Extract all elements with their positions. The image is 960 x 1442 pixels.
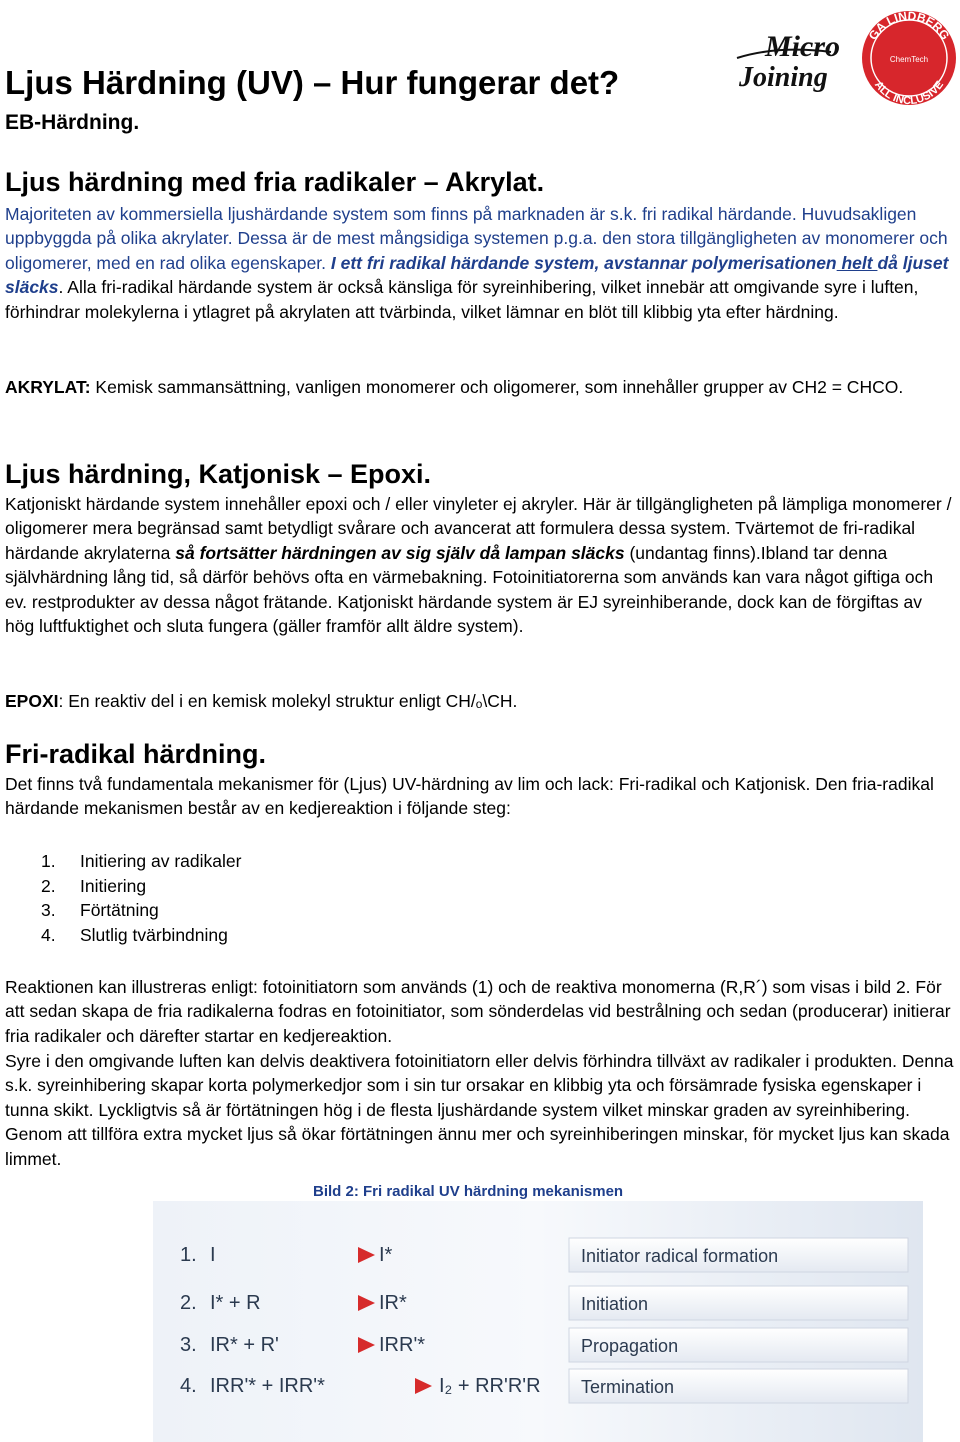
akrylat-def-text: Kemisk sammansättning, vanligen monomerer och oligomerer, som innehåller grupper av CH2 = CHCO. — [90, 377, 904, 397]
row-label: Propagation — [581, 1336, 679, 1356]
badge-bottom-text: ALL INCLUSIVE — [871, 79, 947, 108]
akrylat-blue-text: Majoriteten av kommersiella ljushärdande system som finns på marknaden är s.k. fri radikal härdande. Huvudsakligen uppbyggda på olika akrylater. Dessa är de mest mångsidiga systemen p.g.a. den stora tillgängligheten av monomerer och oligomerer, med en rad olika egenskaper. — [5, 204, 948, 273]
fri-intro: Det finns två fundamentala mekanismer för (Ljus) UV-härdning av lim och lack: Fri-radikal och Katjonisk. Den fria-radikal härdande mekanismen består av en kedjereaktion i följande steg: — [5, 774, 934, 819]
list-item — [5, 898, 241, 923]
akrylat-definition — [5, 375, 955, 399]
badge-mid-text: ChemTech — [889, 55, 929, 64]
page-subtitle: EB-Härdning. — [5, 111, 140, 134]
row-right: IRR'* — [379, 1334, 426, 1356]
step-text: Förtätning — [80, 900, 159, 920]
row-left: IR* + R' — [210, 1334, 279, 1356]
epoxi-text-2: (undantag finns).Ibland tar denna självhärdning lång tid, så därför behövs ofta en värmebakning. Fotoinitiatorerna som används kan vara något giftiga och ev. restprodukter av dessa något frätande. Katjoniskt härdande system är EJ syreinhiberande, dock kan de förgiftas av hög luftfuktighet och sluta fungera (gäller framför allt äldre system). — [5, 542, 934, 637]
akrylat-def-label: AKRYLAT: — [5, 377, 91, 397]
list-item — [5, 849, 241, 874]
row-number: 2. — [180, 1292, 197, 1314]
fri-heading: Fri-radikal härdning. — [5, 739, 267, 769]
page-title: Ljus Härdning (UV) – Hur fungerar det? — [5, 64, 620, 101]
row-label: Initiation — [581, 1294, 649, 1314]
ga-lindberg-badge — [862, 9, 956, 107]
figure-background — [153, 1201, 923, 1442]
fri-body-1: Reaktionen kan illustreras enligt: fotoinitiatorn som används (1) och de reaktiva monomerna (R,R´) som visas i bild 2. För att sedan skapa de fria radikalerna fodras en fotoinitiator, som sönderdelas vid bestrålning och sedan (producerar) initierar fria radikaler och därefter startar en kedjereaktion. — [5, 977, 951, 1046]
fri-body-2: Syre i den omgivande luften kan delvis deaktivera fotoinitiatorn eller delvis förhindra tillväxt av radikaler i produkten. Denna s.k. syreinhibering skapar korta polymerkedjor som i sin tur orsakar en klibbig yta och försämrade fysiska egenskaper i tunna skikt. Lyckligtvis så är förtätningen hög i de flesta ljushärdande system vilket minskar graden av syreinhibering. Genom att tillföra extra mycket ljus så ökar förtätningen ännu mer och syreinhiberingen minskar, för mycket ljus kan skada limmet. — [5, 1051, 954, 1169]
steps-list — [5, 849, 241, 947]
step-number: 2. — [41, 875, 56, 896]
logo-micro-text: Micro — [765, 30, 840, 63]
akrylat-emph-2: då ljuset släcks — [5, 252, 949, 298]
micro-joining-logo — [737, 30, 840, 93]
akrylat-rest-text: . Alla fri-radikal härdande system är också känsliga för syreinhibering, vilket innebär att omgivande syre i luften, förhindrar molekylerna i ytlagret på akrylaten att tvärbinda, vilket lämnar en blöt till klibbig yta efter härdning. — [5, 277, 919, 322]
row-left: IRR'* + IRR'* — [210, 1375, 325, 1397]
row-number: 3. — [180, 1334, 197, 1356]
step-number: 3. — [41, 900, 56, 920]
list-item — [5, 874, 241, 899]
row-right: IR* — [379, 1292, 407, 1314]
row-number: 4. — [180, 1375, 197, 1397]
figure-caption: Bild 2: Fri radikal UV härdning mekanismen — [313, 1183, 624, 1200]
row-right: I₂ + RR'R'R — [439, 1375, 541, 1397]
row-right: I* — [379, 1244, 393, 1266]
epoxi-heading: Ljus härdning, Katjonisk – Epoxi. — [5, 459, 432, 489]
step-text: Slutlig tvärbindning — [80, 924, 228, 945]
row-left: I* + R — [210, 1292, 261, 1314]
badge-top-text: GA LINDBERG — [865, 8, 953, 43]
mechanism-figure — [153, 1201, 923, 1442]
akrylat-paragraph — [5, 202, 955, 324]
step-text: Initiering av radikaler — [80, 851, 242, 871]
list-item — [5, 923, 241, 948]
row-label: Termination — [581, 1377, 675, 1397]
step-number: 1. — [41, 851, 56, 871]
step-number: 4. — [41, 924, 56, 945]
akrylat-emph-underline: helt — [836, 252, 878, 273]
row-number: 1. — [180, 1244, 197, 1266]
row-label: Initiator radical formation — [581, 1246, 779, 1266]
row-left: I — [210, 1244, 216, 1266]
akrylat-emph-1: I ett fri radikal härdande system, avstannar polymerisationen — [326, 252, 837, 273]
epoxi-emph: så fortsätter härdningen av sig själv då lampan släcks — [175, 542, 625, 563]
epoxi-definition — [5, 689, 955, 713]
epoxi-def-label: EPOXI — [5, 691, 59, 711]
company-logos — [735, 6, 960, 108]
akrylat-heading: Ljus härdning med fria radikaler – Akrylat. — [5, 167, 545, 197]
epoxi-paragraph — [5, 492, 955, 638]
step-text: Initiering — [80, 875, 147, 896]
logo-joining-text: Joining — [739, 62, 828, 93]
epoxi-def-text: : En reaktiv del i en kemisk molekyl struktur enligt CH/ₒ\CH. — [58, 691, 518, 711]
epoxi-text-1: Katjoniskt härdande system innehåller epoxi och / eller vinyleter ej akryler. Här är tillgängligheten på lämpliga monomerer / oligomerer mera begränsad samt betydligt svårare och avancerat att formulera dessa system. Tvärtemot de fri-radikal härdande akrylaterna — [5, 494, 952, 563]
